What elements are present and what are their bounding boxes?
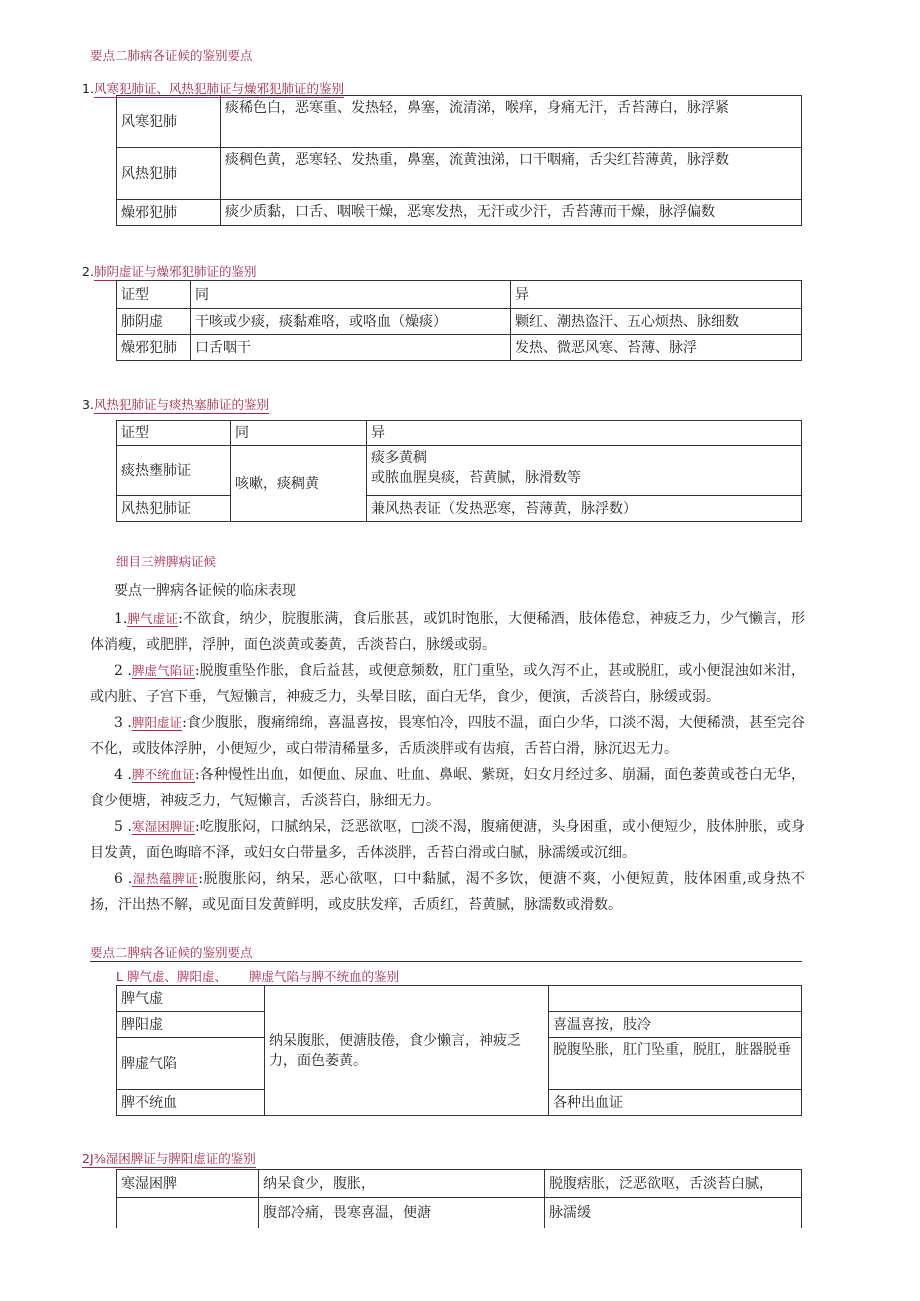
table-cell: 燥邪犯肺 — [117, 335, 191, 361]
table1-number: 1. — [82, 81, 94, 96]
table3-diff-line: 或脓血腥臭痰，苔黄腻，脉滑数等 — [371, 470, 581, 486]
table-cell: 纳呆食少，腹胀， — [259, 1170, 545, 1198]
table-cell: 腹部冷痛，畏寒喜温，便溏 — [259, 1198, 545, 1228]
table-cell: 各种出血证 — [549, 1090, 802, 1116]
table-cell: 痰稀色白，恶寒重、发热轻，鼻塞，流清涕，喉痒，身痛无汗，舌苔薄白，脉浮紧 — [221, 96, 802, 148]
table-header-cell: 异 — [367, 421, 802, 446]
table5 — [116, 1169, 802, 1228]
table-row — [117, 96, 802, 148]
table-cell: 痰稠色黄，恶寒轻、发热重，鼻塞，流黄浊涕，口干咽痛，舌尖红苔薄黄，脉浮数 — [221, 148, 802, 200]
spleen-differentiation-heading: 要点二脾病各证候的鉴别要点 — [90, 945, 253, 960]
table-cell: 脉濡缓 — [545, 1198, 802, 1228]
item-number: 2 . — [114, 663, 132, 679]
list-item — [90, 710, 805, 762]
table2-title — [82, 262, 256, 280]
table-cell: 颗红、潮热盗汗、五心烦热、脉细数 — [511, 309, 802, 335]
table-cell: 口舌咽干 — [191, 335, 511, 361]
table-cell: 风热犯肺 — [117, 148, 221, 200]
list-item — [90, 658, 805, 710]
spleen-intro: 要点一脾病各证候的临床表现 — [114, 583, 296, 599]
item-number: 1. — [114, 611, 128, 627]
list-item — [90, 606, 805, 658]
table-row — [117, 446, 802, 496]
item-text: :不欲食，纳少，脘腹胀满，食后胀甚，或饥时饱胀，大便稀酒，肢体倦怠，神疲乏力，少气懒言，形体消瘦，或肥胖，浮肿，面色淡黄或萎黄，舌淡苔白，脉缓或弱。 — [90, 611, 805, 653]
table-cell: 兼风热表证（发热恶寒，苔薄黄，脉浮数） — [367, 496, 802, 522]
table-cell: 脾虚气陷 — [117, 1038, 265, 1090]
table-row — [117, 200, 802, 226]
table-row — [117, 1198, 802, 1228]
item-tag: 脾虚气陷证 — [131, 663, 195, 678]
table-cell: 干咳或少痰，痰黏难咯，或咯血（燥痰） — [191, 309, 511, 335]
item-number: 4 . — [114, 767, 132, 783]
table-header-cell: 同 — [231, 421, 367, 446]
lung-differentiation-heading: 要点二肺病各证候的鉴别要点 — [90, 48, 253, 63]
table-cell: 喜温喜按，肢冷 — [549, 1012, 802, 1038]
item-number: 3 . — [114, 715, 132, 731]
spleen-section-heading: 细目三辨脾病证候 — [116, 554, 217, 569]
table1-title-text: 风寒犯肺证、风热犯肺证与燥邪犯肺证的鉴别 — [93, 81, 344, 96]
table-row — [117, 335, 802, 361]
table3-title — [82, 395, 269, 413]
table-cell: 发热、微恶风寒、苔薄、脉浮 — [511, 335, 802, 361]
table-cell: 咳嗽，痰稠黄 — [231, 446, 367, 522]
table2 — [116, 280, 802, 361]
table2-number: 2. — [82, 264, 94, 279]
table4-title-a: L 脾气虚、脾阳虚、 — [116, 969, 227, 984]
item-number: 6 . — [114, 871, 133, 887]
table-cell: 痰热壅肺证 — [117, 446, 231, 496]
table-cell: 风寒犯肺 — [117, 96, 221, 148]
table-cell: 风热犯肺证 — [117, 496, 231, 522]
table-row — [117, 986, 802, 1012]
table-cell: 脾不统血 — [117, 1090, 265, 1116]
item-tag: 脾阳虚证 — [131, 715, 183, 730]
table4-title — [116, 967, 399, 985]
item-text: :各种慢性出血，如便血、尿血、吐血、鼻岷、紫斑，妇女月经过多、崩漏，面色萎黄或苍白无华，食少便塘，神疲乏力，气短懒言，舌淡苔白，脉细无力。 — [90, 767, 805, 809]
list-item — [90, 866, 805, 918]
table5-title — [82, 1149, 256, 1167]
table-cell: 痰少质黏，口舌、咽喉干燥，恶寒发热，无汗或少汗，舌苔薄而干燥，脉浮偏数 — [221, 200, 802, 226]
table-row — [117, 281, 802, 309]
item-tag: 寒湿困脾证 — [131, 819, 195, 834]
table-cell: 脱腹坠胀，肛门坠重，脱肛，脏器脱垂 — [549, 1038, 802, 1090]
item-number: 5 . — [114, 819, 132, 835]
table4 — [116, 985, 802, 1116]
list-item — [90, 762, 805, 814]
table-row — [117, 421, 802, 446]
table4-title-b: 脾虚气陷与脾不统血的鉴别 — [248, 969, 399, 984]
table-cell: 燥邪犯肺 — [117, 200, 221, 226]
table3-diff-line: 痰多黄稠 — [371, 450, 427, 466]
divider — [90, 961, 802, 962]
table-cell: 寒湿困脾 — [117, 1170, 259, 1198]
table3 — [116, 420, 802, 522]
list-item — [90, 814, 805, 866]
table-cell: 脱腹痞胀，泛恶欲呕，舌淡苔白腻， — [545, 1170, 802, 1198]
item-tag: 脾不统血证 — [131, 767, 195, 782]
table-cell: 脾气虚 — [117, 986, 265, 1012]
table-row — [117, 148, 802, 200]
table-header-cell: 证型 — [117, 421, 231, 446]
table-row — [117, 309, 802, 335]
table-header-cell: 异 — [511, 281, 802, 309]
item-text: :脱腹胀闷，纳呆，恶心欲呕，口中黏腻，渴不多饮，便溏不爽，小便短黄，肢体困重,或身热不扬，汗出热不解，或见面目发黄鲜明，或皮肤发痒，舌质红，苔黄腻，脉濡数或滑数。 — [90, 871, 805, 913]
item-tag: 脾气虚证 — [127, 611, 179, 626]
table-cell — [117, 1198, 259, 1228]
table-cell — [549, 986, 802, 1012]
table-row — [117, 496, 802, 522]
table-row — [117, 1170, 802, 1198]
table-cell: 脾阳虚 — [117, 1012, 265, 1038]
item-tag: 湿热蕴脾证 — [132, 871, 199, 886]
table-cell — [367, 446, 802, 496]
table-cell: 肺阴虚 — [117, 309, 191, 335]
table-cell: 纳呆腹胀，便溏肢倦，食少懒言，神疲乏力，面色萎黄。 — [265, 986, 549, 1116]
table3-title-text: 风热犯肺证与痰热塞肺证的鉴别 — [93, 397, 269, 412]
item-text: :食少腹胀，腹痛绵绵，喜温喜按，畏寒怕冷，四肢不温，面白少华，口淡不渴，大便稀溃，甚至完谷不化，或肢体浮肿，小便短少，或白带清稀量多，舌质淡胖或有齿痕，舌苔白滑，脉沉迟无力。 — [90, 715, 805, 757]
table1 — [116, 95, 802, 226]
table2-title-text: 肺阴虚证与燥邪犯肺证的鉴别 — [93, 264, 257, 279]
item-text: :脱腹重坠作胀，食后益甚，或便意频数，肛门重坠，或久泻不止，甚或脱肛，或小便混浊如米泔，或内脏、子宫下垂，气短懒言，神疲乏力，头晕目眩，面白无华，食少，便演，舌淡苔白，脉缓或弱。 — [90, 663, 805, 705]
table5-title-text: 2J⅜湿困脾证与脾阳虚证的鉴别 — [82, 1151, 256, 1166]
table3-number: 3. — [82, 397, 94, 412]
table-header-cell: 证型 — [117, 281, 191, 309]
item-text: :吃腹胀闷，口腻纳呆，泛恶欲呕，□淡不渴，腹痛便溏，头身困重，或小便短少，肢体肿胀，或身目发黄，面色晦暗不泽，或妇女白带量多，舌体淡胖，舌苔白滑或白腻，脉濡缓或沉细。 — [90, 819, 805, 861]
table-header-cell: 同 — [191, 281, 511, 309]
